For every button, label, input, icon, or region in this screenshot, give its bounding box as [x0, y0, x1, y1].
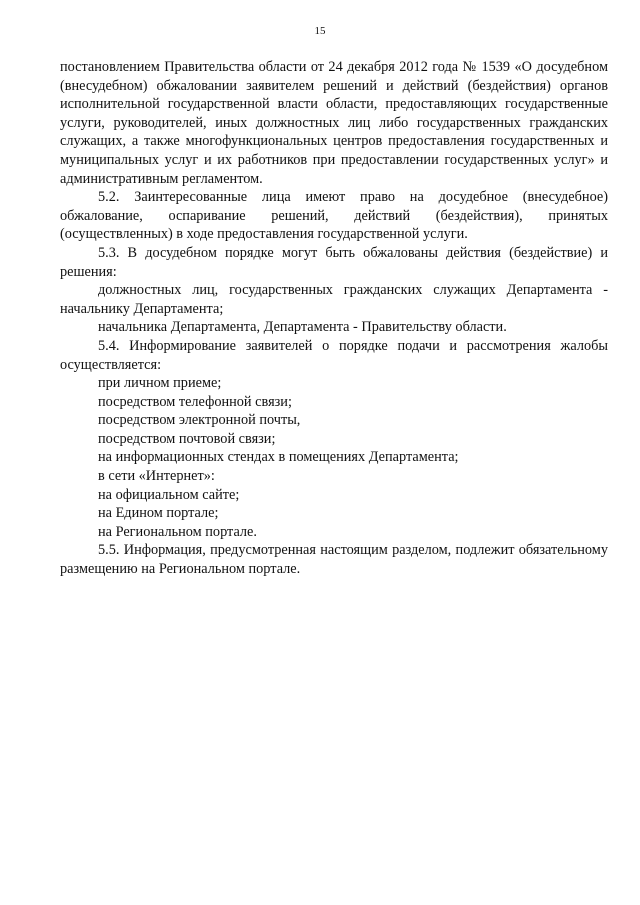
paragraph-5-3-item-2: начальника Департамента, Департамента - Правительству области.: [98, 319, 507, 336]
paragraph-continuation: постановлением Правительства области от 24 декабря 2012 года № 1539 «О досудебном (внесудебном) обжаловании заявителем решений и действий (бездействия) органов исполнительной государственной власти области, предоставляющих государственные услуги, руководителей, иных должностных лиц либо государственных гражданских служащих, а также многофункциональных центров предоставления государственных и муниципальных услуг и их работников при предоставлении государственных услуг» и административным регламентом.: [60, 59, 608, 187]
paragraph-5-5: 5.5. Информация, предусмотренная настоящим разделом, подлежит обязательному размещению на Региональном портале.: [60, 542, 608, 578]
list-item-personal-reception: при личном приеме;: [98, 375, 222, 392]
list-item-postal: посредством почтовой связи;: [98, 430, 276, 447]
list-item-unified-portal: на Едином портале;: [98, 505, 219, 522]
paragraph-5-2: 5.2. Заинтересованные лица имеют право на досудебное (внесудебное) обжалование, оспаривание решений, действий (бездействия), принятых (осуществленных) в ходе предоставления государственной услуги.: [60, 189, 608, 243]
list-item-regional-portal: на Региональном портале.: [98, 523, 257, 540]
list-item-email: посредством электронной почты,: [98, 412, 301, 429]
paragraph-5-3: 5.3. В досудебном порядке могут быть обжалованы действия (бездействие) и решения:: [60, 244, 608, 280]
list-item-internet: в сети «Интернет»:: [98, 468, 215, 485]
list-item-telephone: посредством телефонной связи;: [98, 393, 292, 410]
paragraph-5-4: 5.4. Информирование заявителей о порядке подачи и рассмотрения жалобы осуществляется:: [60, 337, 608, 373]
document-body: [60, 58, 608, 579]
list-item-info-stands: на информационных стендах в помещениях Департамента;: [98, 449, 459, 466]
page-number: 15: [314, 25, 326, 37]
paragraph-5-3-item-1: должностных лиц, государственных гражданских служащих Департамента - начальнику Департамента;: [60, 282, 608, 317]
list-item-official-site: на официальном сайте;: [98, 486, 240, 503]
